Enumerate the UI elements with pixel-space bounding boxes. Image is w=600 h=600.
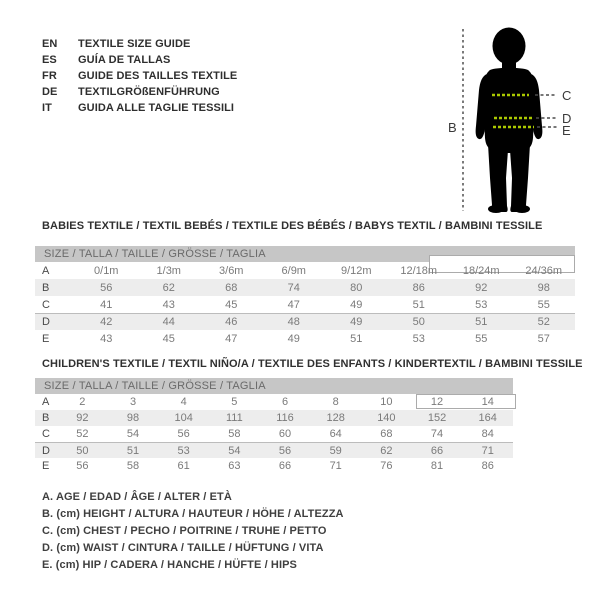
babies-size-table (35, 246, 575, 347)
table-cell: 52 (537, 316, 550, 328)
chest-letter: C (562, 88, 572, 103)
table-row (35, 394, 513, 410)
table-cell: 18/24m (462, 264, 500, 277)
table-cell: 49 (350, 316, 363, 328)
table-cell: 53 (177, 444, 190, 457)
table-cell: 43 (162, 298, 175, 311)
children-size-table (35, 378, 513, 474)
table-cell: 10 (380, 396, 393, 408)
table-cell: 76 (380, 460, 393, 472)
table-row (35, 262, 575, 279)
table-cell: 63 (228, 460, 241, 472)
hip-letter: E (562, 123, 571, 138)
language-title: TEXTILE SIZE GUIDE (78, 38, 191, 50)
table-cell: 80 (350, 281, 363, 294)
table-cell: 1/3m (156, 264, 181, 277)
table-cell: 140 (377, 412, 396, 424)
waist-letter: D (562, 111, 572, 126)
child-silhouette-icon (440, 18, 595, 220)
table-cell: 55 (537, 298, 550, 311)
table-cell: 51 (126, 444, 140, 457)
table-row (35, 458, 513, 474)
table-cell: 62 (380, 444, 393, 457)
table-cell: 56 (177, 428, 190, 440)
table-cell: 46 (225, 316, 238, 328)
language-code: ES (42, 54, 57, 66)
table-cell: 74 (287, 281, 300, 294)
table-cell: 6/9m (281, 264, 306, 277)
language-row (42, 36, 237, 52)
table-cell: 2 (79, 396, 86, 408)
table-row (35, 296, 575, 313)
table-cell: 71 (481, 444, 494, 457)
table-cell: 47 (225, 332, 238, 345)
table-cell: 3/6m (219, 264, 244, 277)
language-code: DE (42, 86, 58, 98)
table-cell: 116 (276, 412, 294, 424)
table-cell: 42 (100, 316, 113, 328)
table-cell: 45 (162, 332, 175, 345)
table-cell: 58 (126, 460, 140, 472)
babies-table-body (35, 262, 575, 347)
row-label: C (42, 298, 50, 311)
table-cell: 71 (329, 460, 342, 472)
table-cell: 6 (281, 396, 289, 408)
row-label: A (42, 396, 50, 408)
table-cell: 59 (329, 444, 342, 457)
legend-line-height: B. (cm) HEIGHT / ALTURA / HAUTEUR / HÖHE / ALTEZZA (42, 508, 344, 520)
table-cell: 49 (350, 298, 363, 311)
table-cell: 43 (100, 332, 113, 345)
table-cell: 49 (287, 332, 300, 345)
language-title: TEXTILGRÖßENFÜHRUNG (78, 86, 220, 98)
table-cell: 64 (329, 428, 342, 440)
children-table-body (35, 394, 513, 474)
language-code: EN (42, 38, 58, 50)
height-letter: B (448, 120, 457, 135)
table-cell: 86 (412, 281, 425, 294)
table-cell: 0/1m (94, 264, 119, 277)
table-cell: 68 (380, 428, 393, 440)
table-cell: 5 (231, 396, 238, 408)
table-cell: 47 (287, 298, 300, 311)
table-cell: 45 (225, 298, 238, 311)
language-row (42, 52, 237, 68)
table-cell: 51 (475, 316, 488, 328)
size-header-bar: SIZE / TALLA / TAILLE / GRÖSSE / TAGLIA (35, 378, 513, 394)
table-cell: 12 (430, 396, 444, 408)
table-cell: 61 (177, 460, 190, 472)
table-row (35, 426, 513, 442)
table-cell: 92 (76, 412, 89, 424)
table-cell: 48 (287, 316, 300, 328)
language-title-block (42, 36, 237, 116)
legend-line-age: A. AGE / EDAD / ÂGE / ALTER / ETÀ (42, 491, 232, 503)
table-cell: 98 (126, 412, 140, 424)
table-cell: 44 (162, 316, 175, 328)
table-cell: 74 (430, 428, 444, 440)
table-cell: 164 (478, 412, 497, 424)
table-cell: 12/18m (400, 264, 438, 277)
table-cell: 3 (129, 396, 137, 408)
size-header-bar: SIZE / TALLA / TAILLE / GRÖSSE / TAGLIA (35, 246, 575, 262)
row-label: B (42, 412, 50, 424)
table-cell: 50 (412, 316, 425, 328)
table-cell: 84 (481, 428, 494, 440)
table-cell: 53 (412, 332, 425, 345)
table-cell: 152 (427, 412, 447, 424)
table-cell: 62 (162, 281, 175, 294)
table-cell: 56 (100, 281, 113, 294)
row-label: E (42, 460, 50, 472)
row-label: A (42, 264, 50, 277)
row-label: B (42, 281, 50, 294)
legend-line-hip: E. (cm) HIP / CADERA / HANCHE / HÜFTE / HIPS (42, 559, 297, 571)
table-row (35, 330, 575, 347)
table-cell: 128 (326, 412, 345, 424)
row-label: C (42, 428, 50, 440)
table-cell: 55 (475, 332, 488, 345)
table-cell: 54 (126, 428, 140, 440)
table-cell: 86 (481, 460, 494, 472)
table-cell: 56 (76, 460, 89, 472)
table-cell: 51 (350, 332, 363, 345)
table-cell: 66 (430, 444, 444, 457)
babies-table-title: BABIES TEXTILE / TEXTIL BEBÉS / TEXTILE DES BÉBÉS / BABYS TEXTIL / BAMBINI TESSILE (42, 220, 543, 232)
language-code: IT (42, 102, 52, 114)
table-row (35, 313, 575, 330)
table-cell: 92 (475, 281, 488, 294)
table-cell: 98 (537, 281, 550, 294)
table-cell: 4 (180, 396, 187, 408)
language-title: GUIDA ALLE TAGLIE TESSILI (78, 102, 235, 114)
language-row (42, 100, 237, 116)
legend-line-chest: C. (cm) CHEST / PECHO / POITRINE / TRUHE / PETTO (42, 525, 327, 537)
table-cell: 52 (76, 428, 89, 440)
measurement-legend (42, 489, 344, 574)
table-cell: 8 (332, 396, 339, 408)
table-cell: 81 (430, 460, 444, 472)
row-label: D (42, 316, 50, 328)
row-label: E (42, 332, 50, 345)
language-row (42, 68, 237, 84)
table-cell: 111 (225, 412, 243, 424)
table-row (35, 410, 513, 426)
table-cell: 68 (225, 281, 238, 294)
legend-line-waist: D. (cm) WAIST / CINTURA / TAILLE / HÜFTUNG / VITA (42, 542, 324, 554)
language-title: GUIDE DES TAILLES TEXTILE (78, 70, 238, 82)
table-cell: 53 (475, 298, 488, 311)
child-measurement-diagram (440, 18, 595, 220)
table-cell: 54 (228, 444, 241, 457)
row-label: D (42, 444, 50, 457)
table-cell: 50 (76, 444, 89, 457)
language-title: GUÍA DE TALLAS (78, 54, 171, 66)
table-cell: 9/12m (340, 264, 372, 277)
table-cell: 104 (174, 412, 193, 424)
table-cell: 24/36m (525, 264, 563, 277)
table-cell: 56 (278, 444, 292, 457)
table-cell: 60 (278, 428, 292, 440)
table-row (35, 442, 513, 458)
language-row (42, 84, 237, 100)
table-row (35, 279, 575, 296)
table-cell: 51 (412, 298, 425, 311)
children-table-title: CHILDREN'S TEXTILE / TEXTIL NIÑO/A / TEXTILE DES ENFANTS / KINDERTEXTIL / BAMBINI TESSILE (42, 358, 583, 370)
language-code: FR (42, 70, 57, 82)
table-cell: 66 (278, 460, 292, 472)
table-cell: 58 (228, 428, 241, 440)
table-cell: 41 (100, 298, 113, 311)
table-cell: 57 (537, 332, 550, 345)
table-cell: 14 (481, 396, 494, 408)
